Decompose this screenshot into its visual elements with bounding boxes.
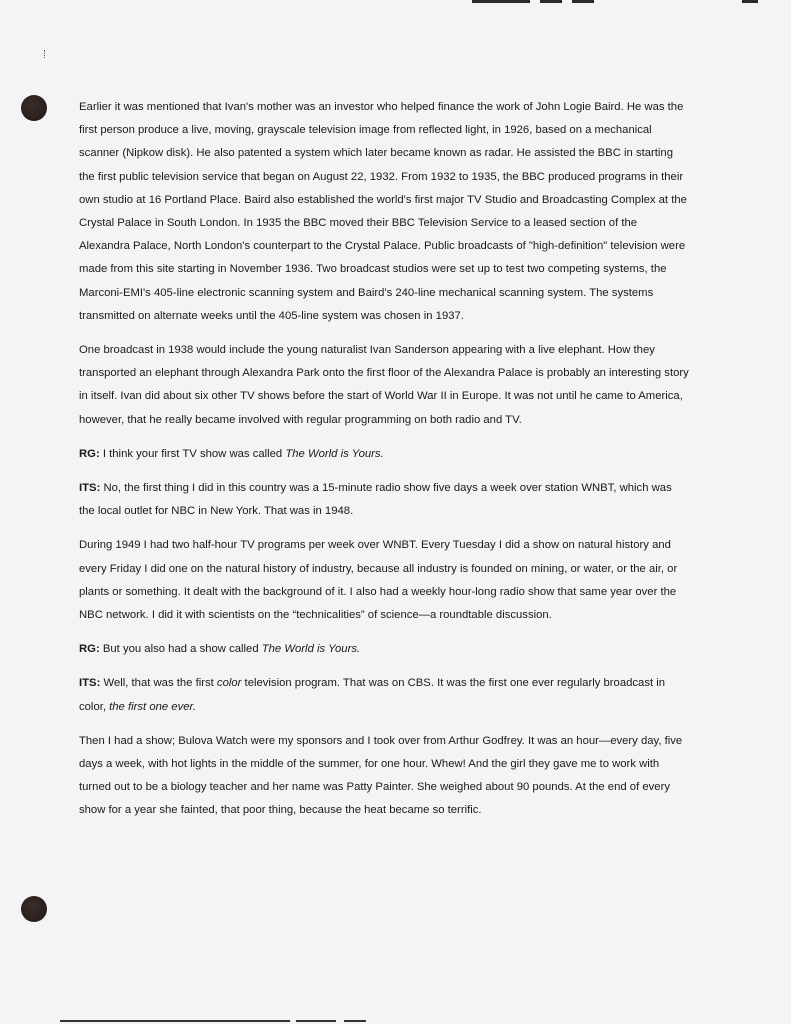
show-title: The World is Yours. xyxy=(261,643,361,656)
show-title: The World is Yours. xyxy=(285,447,384,460)
speaker-label: RG: xyxy=(79,643,100,656)
emphasis-first-one: the first one ever. xyxy=(109,700,197,713)
speaker-label: RG: xyxy=(79,447,100,460)
question-text: I think your first TV show was called xyxy=(99,447,286,460)
binder-hole xyxy=(21,896,47,922)
speaker-label: ITS: xyxy=(79,677,101,690)
binder-hole xyxy=(21,95,47,121)
answer-text: television program. That was on CBS. It was the first one ever regularly broadcast in color, xyxy=(79,677,666,713)
bottom-edge-line xyxy=(344,1020,366,1022)
top-edge-mark xyxy=(540,0,562,3)
answer-text: Well, that was the first xyxy=(100,677,217,690)
top-edge-mark xyxy=(572,0,594,3)
question-text: But you also had a show called xyxy=(99,643,262,656)
bottom-edge-line xyxy=(60,1020,290,1022)
speaker-label: ITS: xyxy=(79,482,101,495)
top-edge-mark xyxy=(742,0,758,3)
bottom-edge-line xyxy=(296,1020,336,1022)
paragraph-1949-programs: During 1949 I had two half-hour TV programs per week over WNBT. Every Tuesday I did a show on natural history and every Friday I did one on the natural history of industry, because all industry is founded on mining, or water, or the air, or plants or something. It dealt with the background of it. I also had a weekly hour-long radio show that same year over the NBC network. I did it with scientists on the “technicalities” of science—a roundtable discussion. xyxy=(79,539,678,622)
paragraph-rg-question-1 xyxy=(79,443,689,466)
paragraph-bulova: Then I had a show; Bulova Watch were my sponsors and I took over from Arthur Godfrey. It was an hour—every day, five days a week, with hot lights in the middle of the summer, for one hour. Whew! And the girl they gave me to work with turned out to be a biology teacher and her name was Patty Painter. She weighed about 90 pounds. At the end of every show for a year she fainted, that poor thing, because the heat became so terrific. xyxy=(79,734,683,817)
answer-text: No, the first thing I did in this country was a 15-minute radio show five days a week over station WNBT, which was the local outlet for NBC in New York. That was in 1948. xyxy=(79,482,672,518)
top-edge-mark xyxy=(472,0,530,3)
paper-speck xyxy=(44,50,47,58)
paragraph-its-answer-2 xyxy=(79,672,689,718)
paragraph-its-answer-1 xyxy=(79,477,689,523)
document-body xyxy=(79,96,689,834)
emphasis-color: color xyxy=(216,677,242,690)
paragraph-elephant: One broadcast in 1938 would include the young naturalist Ivan Sanderson appearing with a live elephant. How they transported an elephant through Alexandra Park onto the first floor of the Alexandra Palace is probably an interesting story in itself. Ivan did about six other TV shows before the start of World War II in Europe. It was not until he came to America, however, that he really became involved with regular programming on both radio and TV. xyxy=(79,344,689,426)
paragraph-baird: Earlier it was mentioned that Ivan's mother was an investor who helped finance the work of John Logie Baird. He was the first person produce a live, moving, grayscale television image from reflected light, in 1926, based on a mechanical scanner (Nipkow disk). He also patented a system which later became known as radar. He assisted the BBC in starting the first public television service that began on August 22, 1932. From 1932 to 1935, the BBC produced programs in their own studio at 16 Portland Place. Baird also established the world's first major TV Studio and Broadcasting Complex at the Crystal Palace in South London. In 1935 the BBC moved their BBC Television Service to a leased section of the Alexandra Palace, North London's counterpart to the Crystal Palace. Public broadcasts of "high-definition" television were made from this site starting in November 1936. Two broadcast studios were set up to test two competing systems, the Marconi-EMI's 405-line electronic scanning system and Baird's 240-line mechanical scanning system. The systems transmitted on alternate weeks until the 405-line system was chosen in 1937. xyxy=(79,101,687,322)
paragraph-rg-question-2 xyxy=(79,638,689,661)
